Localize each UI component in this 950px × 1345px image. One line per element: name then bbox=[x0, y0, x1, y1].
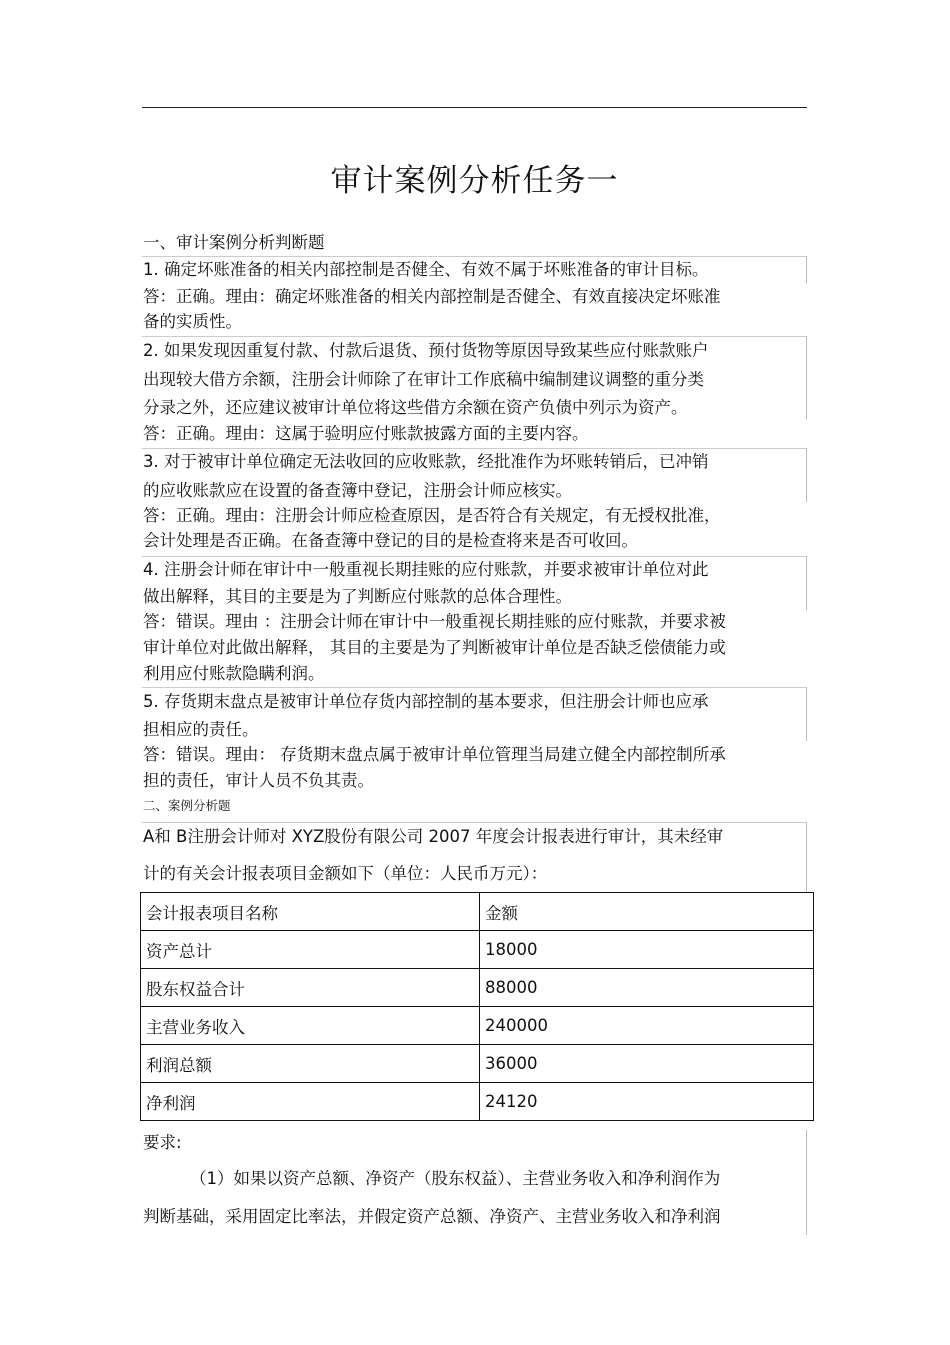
table-cell-amount: 24120 bbox=[480, 1083, 814, 1121]
question-5-line: 担相应的责任。 bbox=[143, 720, 259, 739]
answer-3-line: 答：正确。理由：注册会计师应检查原因，是否符合有关规定，有无授权批准， bbox=[143, 506, 721, 525]
table-cell-amount: 18000 bbox=[480, 931, 814, 969]
table-cell-item: 主营业务收入 bbox=[141, 1007, 480, 1045]
section2-heading: 二、案例分析题 bbox=[143, 798, 231, 813]
table-header-cell: 会计报表项目名称 bbox=[141, 893, 480, 931]
table-cell-item: 净利润 bbox=[141, 1083, 480, 1121]
table-cell-item: 股东权益合计 bbox=[141, 969, 480, 1007]
table-header-cell: 金额 bbox=[480, 893, 814, 931]
question-3-line: 的应收账款应在设置的备查簿中登记，注册会计师应核实。 bbox=[143, 481, 572, 500]
case-intro-line: 计的有关会计报表项目金额如下（单位：人民币万元）： bbox=[143, 864, 548, 883]
divider bbox=[806, 556, 807, 610]
answer-5-line: 担的责任，审计人员不负其责。 bbox=[143, 771, 374, 790]
divider bbox=[142, 556, 806, 557]
answer-1-line: 答：正确。理由：确定坏账准备的相关内部控制是否健全、有效直接决定坏账准 bbox=[143, 287, 721, 306]
question-5-line: 5. 存货期末盘点是被审计单位存货内部控制的基本要求，但注册会计师也应承 bbox=[143, 692, 709, 711]
divider bbox=[142, 822, 806, 823]
answer-4-line: 答：错误。理由 ：注册会计师在审计中一般重视长期挂账的应付账款，并要求被 bbox=[143, 612, 726, 631]
section1-heading: 一、审计案例分析判断题 bbox=[143, 233, 325, 252]
divider bbox=[806, 687, 807, 741]
divider bbox=[806, 336, 807, 420]
divider bbox=[806, 822, 807, 892]
table-header-row bbox=[141, 893, 814, 931]
table-cell-amount: 240000 bbox=[480, 1007, 814, 1045]
table-cell-item: 资产总计 bbox=[141, 931, 480, 969]
divider bbox=[142, 687, 806, 688]
answer-4-line: 审计单位对此做出解释， 其目的主要是为了判断被审计单位是否缺乏偿债能力或 bbox=[143, 638, 726, 657]
requirement-line: （1）如果以资产总额、净资产（股东权益）、主营业务收入和净利润作为 bbox=[190, 1169, 721, 1188]
table-row bbox=[141, 1045, 814, 1083]
divider bbox=[806, 1130, 807, 1235]
answer-5-line: 答：错误。理由： 存货期末盘点属于被审计单位管理当局建立健全内部控制所承 bbox=[143, 745, 726, 764]
divider bbox=[142, 256, 806, 257]
table-row bbox=[141, 931, 814, 969]
table-cell-item: 利润总额 bbox=[141, 1045, 480, 1083]
header-rule bbox=[142, 107, 807, 108]
question-2-line: 2. 如果发现因重复付款、付款后退货、预付货物等原因导致某些应付账款账户 bbox=[143, 341, 709, 360]
case-intro-line: A和 B注册会计师对 XYZ股份有限公司 2007 年度会计报表进行审计，其未经审 bbox=[143, 827, 724, 846]
question-2-line: 出现较大借方余额，注册会计师除了在审计工作底稿中编制建议调整的重分类 bbox=[143, 370, 704, 389]
page-title: 审计案例分析任务一 bbox=[330, 163, 619, 199]
question-1-line: 1. 确定坏账准备的相关内部控制是否健全、有效不属于坏账准备的审计目标。 bbox=[143, 260, 709, 279]
question-4-line: 做出解释，其目的主要是为了判断应付账款的总体合理性。 bbox=[143, 587, 572, 606]
divider bbox=[806, 448, 807, 502]
answer-2-line: 答：正确。理由：这属于验明应付账款披露方面的主要内容。 bbox=[143, 424, 589, 443]
divider bbox=[142, 336, 806, 337]
answer-1-line: 备的实质性。 bbox=[143, 312, 242, 331]
question-2-line: 分录之外，还应建议被审计单位将这些借方余额在资产负债中列示为资产。 bbox=[143, 398, 688, 417]
requirement-line: 判断基础，采用固定比率法，并假定资产总额、净资产、主营业务收入和净利润 bbox=[143, 1207, 721, 1226]
question-3-line: 3. 对于被审计单位确定无法收回的应收账款，经批准作为坏账转销后，已冲销 bbox=[143, 452, 709, 471]
table-row bbox=[141, 969, 814, 1007]
financial-items-table bbox=[140, 892, 814, 1121]
answer-3-line: 会计处理是否正确。在备查簿中登记的目的是检查将来是否可收回。 bbox=[143, 531, 638, 550]
table-row bbox=[141, 1007, 814, 1045]
table-row bbox=[141, 1083, 814, 1121]
divider bbox=[142, 448, 806, 449]
question-4-line: 4. 注册会计师在审计中一般重视长期挂账的应付账款，并要求被审计单位对此 bbox=[143, 560, 709, 579]
answer-4-line: 利用应付账款隐瞒利润。 bbox=[143, 664, 325, 683]
table-cell-amount: 88000 bbox=[480, 969, 814, 1007]
requirements-label: 要求: bbox=[143, 1133, 182, 1152]
divider bbox=[806, 256, 807, 284]
table-cell-amount: 36000 bbox=[480, 1045, 814, 1083]
